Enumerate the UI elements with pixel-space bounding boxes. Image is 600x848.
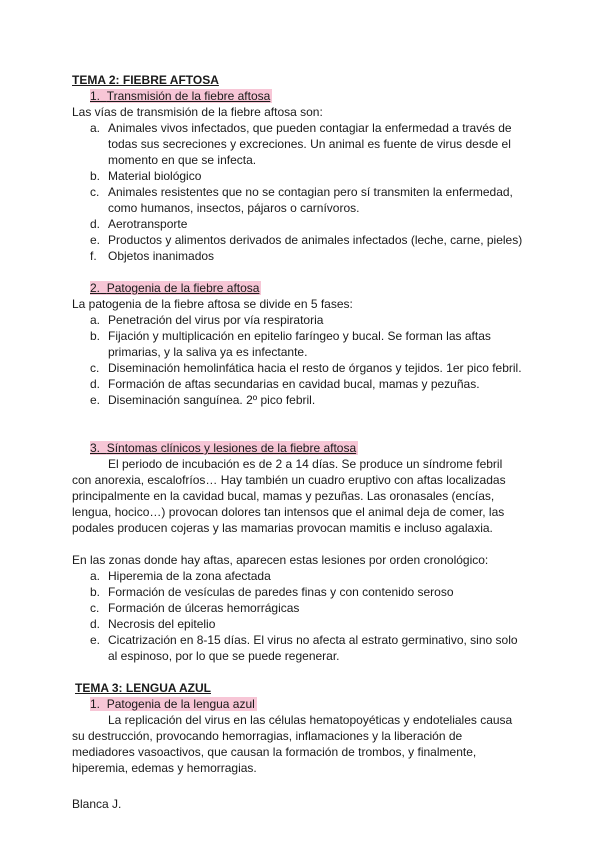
list-item-line: Cicatrización en 8-15 días. El virus no afecta al estrato germinativo, sino solo: [108, 633, 518, 647]
paragraph-line: podales producen cojeras y las mamarias provocan mamitis e incluso agalaxia.: [72, 521, 493, 535]
list-marker: e.: [90, 233, 101, 247]
list-item-line: momento en que se infecta.: [108, 153, 257, 167]
section1-title: Transmisión de la fiebre aftosa: [106, 89, 271, 103]
list-item-line: al espinoso, por lo que se puede regenerar.: [108, 649, 340, 663]
tema3-title: TEMA 3: LENGUA AZUL: [75, 681, 211, 695]
list-marker: b.: [90, 585, 101, 599]
section3-highlight: [90, 441, 358, 455]
list-marker: e.: [90, 633, 101, 647]
list-item-line: todas sus secreciones y excreciones. Un animal es fuente de virus desde el: [108, 137, 511, 151]
list-item-line: Penetración del virus por vía respiratoria: [108, 313, 324, 327]
section3-intro: En las zonas donde hay aftas, aparecen estas lesiones por orden cronológico:: [72, 553, 489, 567]
tema3-section1-title: Patogenia de la lengua azul: [106, 697, 255, 711]
section3-title: Síntomas clínicos y lesiones de la fiebre aftosa: [106, 441, 357, 455]
paragraph-line: principalmente en la cavidad bucal, mamas y pezuñas. Las oronasales (encías,: [72, 489, 495, 503]
section2-heading: [90, 280, 261, 296]
list-item-line: Objetos inanimados: [108, 249, 215, 263]
list-item-line: Necrosis del epitelio: [108, 617, 216, 631]
list-item-line: Aerotransporte: [108, 217, 188, 231]
tema2-title: TEMA 2: FIEBRE AFTOSA: [72, 73, 219, 87]
list-item-line: Formación de vesículas de paredes finas y con contenido seroso: [108, 585, 454, 599]
list-marker: c.: [90, 601, 100, 615]
list-item-line: Material biológico: [108, 169, 202, 183]
list-marker: b.: [90, 169, 101, 183]
section3-number: 3.: [90, 441, 101, 455]
list-marker: a.: [90, 313, 101, 327]
list-item-line: Diseminación hemolinfática hacia el resto de órganos y tejidos. 1er pico febril.: [108, 361, 522, 375]
list-item-line: Hiperemia de la zona afectada: [108, 569, 271, 583]
footer-author: Blanca J.: [72, 797, 122, 811]
list-marker: f.: [90, 249, 97, 263]
list-marker: b.: [90, 329, 101, 343]
section1-highlight: [90, 89, 272, 103]
list-item-line: Formación de úlceras hemorrágicas: [108, 601, 300, 615]
section1-intro: Las vías de transmisión de la fiebre aftosa son:: [72, 105, 323, 119]
section3-heading: [90, 440, 358, 456]
paragraph-line: lengua, hocico…) provocan dolores tan intensos que el animal deja de comer, las: [72, 505, 505, 519]
list-item-line: Animales vivos infectados, que pueden contagiar la enfermedad a través de: [108, 121, 512, 135]
list-marker: c.: [90, 185, 100, 199]
paragraph-line: con anorexia, escalofríos… Hay también un cuadro eruptivo con aftas localizadas: [72, 473, 506, 487]
list-marker: d.: [90, 377, 101, 391]
list-marker: c.: [90, 361, 100, 375]
list-item-line: Diseminación sanguínea. 2º pico febril.: [108, 393, 316, 407]
tema3-section1-number: 1.: [90, 697, 101, 711]
list-marker: a.: [90, 121, 101, 135]
section1-heading: [90, 88, 272, 104]
list-item-line: Formación de aftas secundarias en cavidad bucal, mamas y pezuñas.: [108, 377, 480, 391]
list-marker: d.: [90, 617, 101, 631]
list-item-line: como humanos, insectos, pájaros o carnívoros.: [108, 201, 360, 215]
list-marker: e.: [90, 393, 101, 407]
paragraph-line: hiperemia, edemas y hemorragias.: [72, 761, 257, 775]
paragraph-line: mediadores vasoactivos, que causan la formación de trombos, y finalmente,: [72, 745, 477, 759]
section2-highlight: [90, 281, 261, 295]
list-item-line: Fijación y multiplicación en epitelio faríngeo y bucal. Se forman las aftas: [108, 329, 491, 343]
list-marker: d.: [90, 217, 101, 231]
paragraph-line: La replicación del virus en las células hematopoyéticas y endoteliales causa: [108, 713, 513, 727]
section1-number: 1.: [90, 89, 101, 103]
list-item-line: Productos y alimentos derivados de animales infectados (leche, carne, pieles): [108, 233, 523, 247]
paragraph-line: su destrucción, provocando hemorragias, inflamaciones y la liberación de: [72, 729, 463, 743]
list-item-line: primarias, y la saliva ya es infectante.: [108, 345, 308, 359]
tema3-section1-highlight: [90, 697, 257, 711]
list-marker: a.: [90, 569, 101, 583]
paragraph-line: El periodo de incubación es de 2 a 14 días. Se produce un síndrome febril: [108, 457, 503, 471]
section2-number: 2.: [90, 281, 101, 295]
list-item-line: Animales resistentes que no se contagian pero sí transmiten la enfermedad,: [108, 185, 513, 199]
section2-intro: La patogenia de la fiebre aftosa se divide en 5 fases:: [72, 297, 353, 311]
section2-title: Patogenia de la fiebre aftosa: [106, 281, 260, 295]
tema3-section1-heading: [90, 696, 257, 712]
